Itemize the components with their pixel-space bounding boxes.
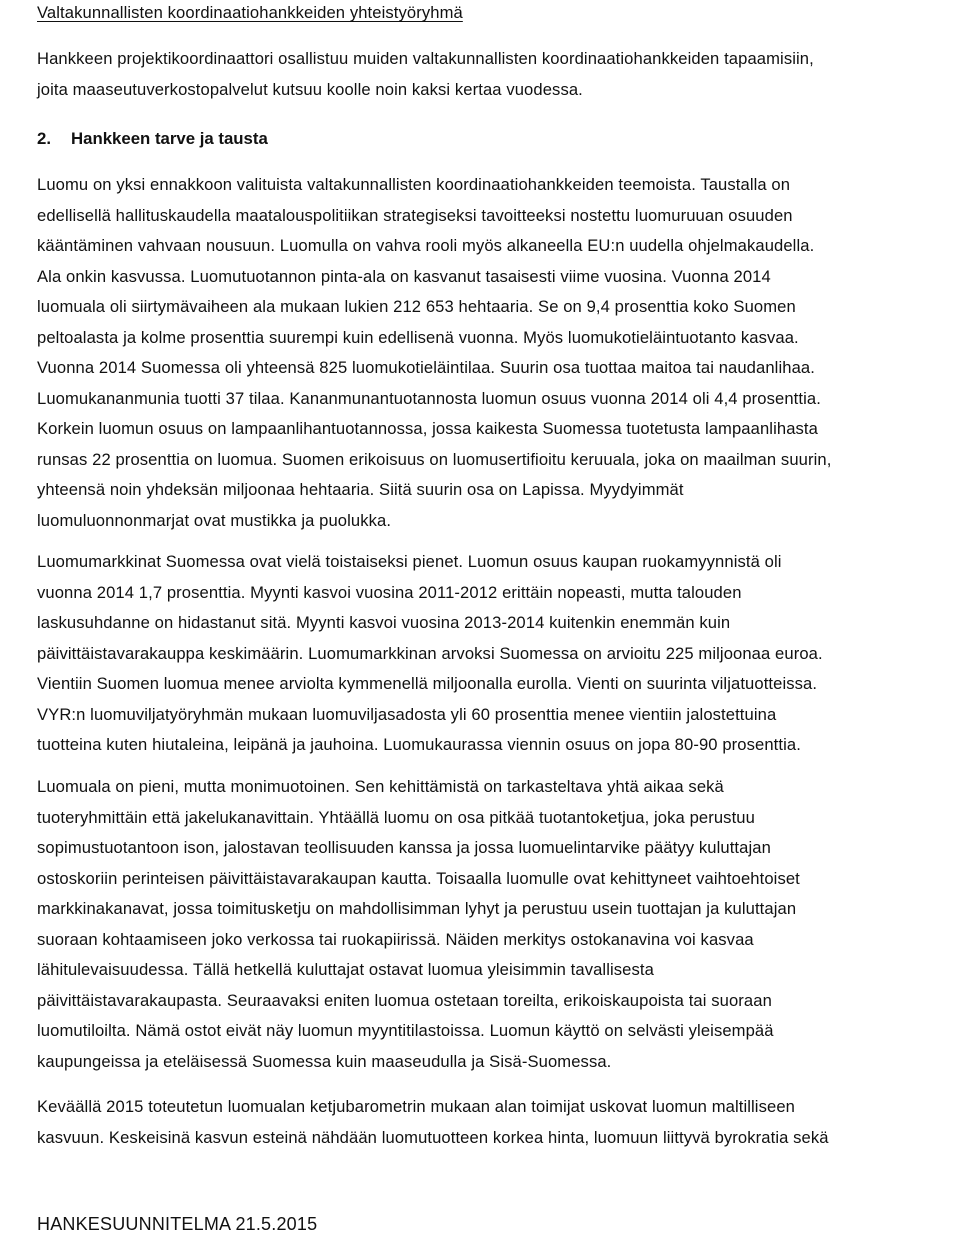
- text-line: tuotteina kuten hiutaleina, leipänä ja jauhoina. Luomukaurassa viennin osuus on jopa 80-90 prosenttia.: [37, 735, 801, 754]
- text-line: luomuluonnonmarjat ovat mustikka ja puolukka.: [37, 510, 392, 530]
- document-title: Valtakunnallisten koordinaatiohankkeiden yhteistyöryhmä: [37, 3, 463, 22]
- text-line: kääntäminen vahvaan nousuun. Luomulla on vahva rooli myös alkaneella EU:n uudella ohjelmakaudella.: [37, 236, 815, 255]
- text-line: sopimustuotantoon ison, jalostavan teollisuuden kanssa ja jossa luomuelintarvike päätyy kuluttajan: [37, 838, 771, 857]
- text-line: Vuonna 2014 Suomessa oli yhteensä 825 luomukotieläintilaa. Suurin osa tuottaa maitoa tai naudanlihaa.: [37, 358, 815, 377]
- text-line: päivittäistavarakauppa keskimäärin. Luomumarkkinan arvoksi Suomessa on arvioitu 225 miljoonaa euroa.: [37, 643, 823, 663]
- document-footer: HANKESUUNNITELMA 21.5.2015: [37, 1214, 318, 1234]
- text-line: peltoalasta ja kolme prosenttia suurempi kuin edellisenä vuonna. Myös luomukotieläintuotanto kasvaa.: [37, 327, 799, 347]
- intro-paragraph: [37, 44, 814, 105]
- paragraph-1: [37, 170, 831, 536]
- section-heading: [37, 124, 268, 154]
- text-line: Hankkeen projektikoordinaattori osallistuu muiden valtakunnallisten koordinaatiohankkeiden tapaamisiin,: [37, 49, 814, 68]
- text-line: luomuala oli siirtymävaiheen ala mukaan lukien 212 653 hehtaaria. Se on 9,4 prosenttia koko Suomen: [37, 297, 796, 316]
- section-number: 2.: [37, 129, 51, 148]
- paragraph-3: [37, 772, 800, 1077]
- text-line: Luomu on yksi ennakkoon valituista valtakunnallisten koordinaatiohankkeiden teemoista. Taustalla on: [37, 175, 791, 194]
- text-line: tuoteryhmittäin että jakelukanavittain. Yhtäällä luomu on osa pitkää tuotantoketjua, joka perustuu: [37, 807, 755, 827]
- paragraph-4: [37, 1092, 829, 1153]
- text-line: Keväällä 2015 toteutetun luomualan ketjubarometrin mukaan alan toimijat uskovat luomun maltilliseen: [37, 1097, 795, 1116]
- text-line: lähitulevaisuudessa. Tällä hetkellä kuluttajat ostavat luomua yleisimmin tavallisesta: [37, 960, 654, 979]
- text-line: Korkein luomun osuus on lampaanlihantuotannossa, jossa kaikesta Suomessa tuotetusta lampaanlihasta: [37, 419, 818, 438]
- text-line: yhteensä noin yhdeksän miljoonaa hehtaaria. Siitä suurin osa on Lapissa. Myydyimmät: [37, 480, 684, 499]
- text-line: Luomumarkkinat Suomessa ovat vielä toistaiseksi pienet. Luomun osuus kaupan ruokamyynnistä oli: [37, 552, 782, 571]
- text-line: vuonna 2014 1,7 prosenttia. Myynti kasvoi vuosina 2011-2012 erittäin nopeasti, mutta talouden: [37, 582, 742, 602]
- text-line: ostoskoriin perinteisen päivittäistavarakaupan kautta. Toisaalla luomulle ovat kehittyneet vaihtoehtoiset: [37, 868, 800, 888]
- text-line: runsas 22 prosenttia on luomua. Suomen erikoisuus on luomusertifioitu keruuala, joka on maailman suurin,: [37, 449, 832, 469]
- text-line: joita maaseutuverkostopalvelut kutsuu koolle noin kaksi kertaa vuodessa.: [37, 79, 583, 99]
- text-line: Vientiin Suomen luomua menee arviolta kymmenellä miljoonalla eurolla. Vienti on suurinta viljatuotteissa.: [37, 674, 818, 693]
- section-title: Hankkeen tarve ja tausta: [71, 129, 268, 148]
- text-line: Luomuala on pieni, mutta monimuotoinen. Sen kehittämistä on tarkasteltava yhtä aikaa sekä: [37, 777, 724, 796]
- text-line: edellisellä hallituskaudella maatalouspolitiikan strategiseksi tavoitteeksi nostettu luomuruuan osuuden: [37, 205, 793, 225]
- text-line: laskusuhdanne on hidastanut sitä. Myynti kasvoi vuosina 2013-2014 kuitenkin enemmän kuin: [37, 613, 731, 632]
- text-line: Luomukananmunia tuotti 37 tilaa. Kananmunantuotannosta luomun osuus vuonna 2014 oli 4,4 prosenttia.: [37, 388, 821, 408]
- text-line: Ala onkin kasvussa. Luomutuotannon pinta-ala on kasvanut tasaisesti viime vuosina. Vuonna 2014: [37, 266, 771, 286]
- text-line: päivittäistavarakaupasta. Seuraavaksi eniten luomua ostetaan toreilta, erikoiskaupoista tai suoraan: [37, 990, 772, 1010]
- text-line: kaupungeissa ja eteläisessä Suomessa kuin maaseudulla ja Sisä-Suomessa.: [37, 1051, 612, 1071]
- paragraph-2: [37, 547, 823, 761]
- text-line: VYR:n luomuviljatyöryhmän mukaan luomuviljasadosta yli 60 prosenttia menee vientiin jalostettuina: [37, 704, 777, 724]
- text-line: suoraan kohtaamiseen joko verkossa tai ruokapiirissä. Näiden merkitys ostokanavina voi kasvaa: [37, 929, 754, 949]
- text-line: markkinakanavat, jossa toimitusketju on mahdollisimman lyhyt ja perustuu usein tuottajan ja kuluttajan: [37, 899, 797, 918]
- text-line: luomutiloilta. Nämä ostot eivät näy luomun myyntitilastoissa. Luomun käyttö on selvästi yleisempää: [37, 1021, 774, 1040]
- text-line: kasvuun. Keskeisinä kasvun esteinä nähdään luomutuotteen korkea hinta, luomuun liittyvä byrokratia sekä: [37, 1127, 829, 1147]
